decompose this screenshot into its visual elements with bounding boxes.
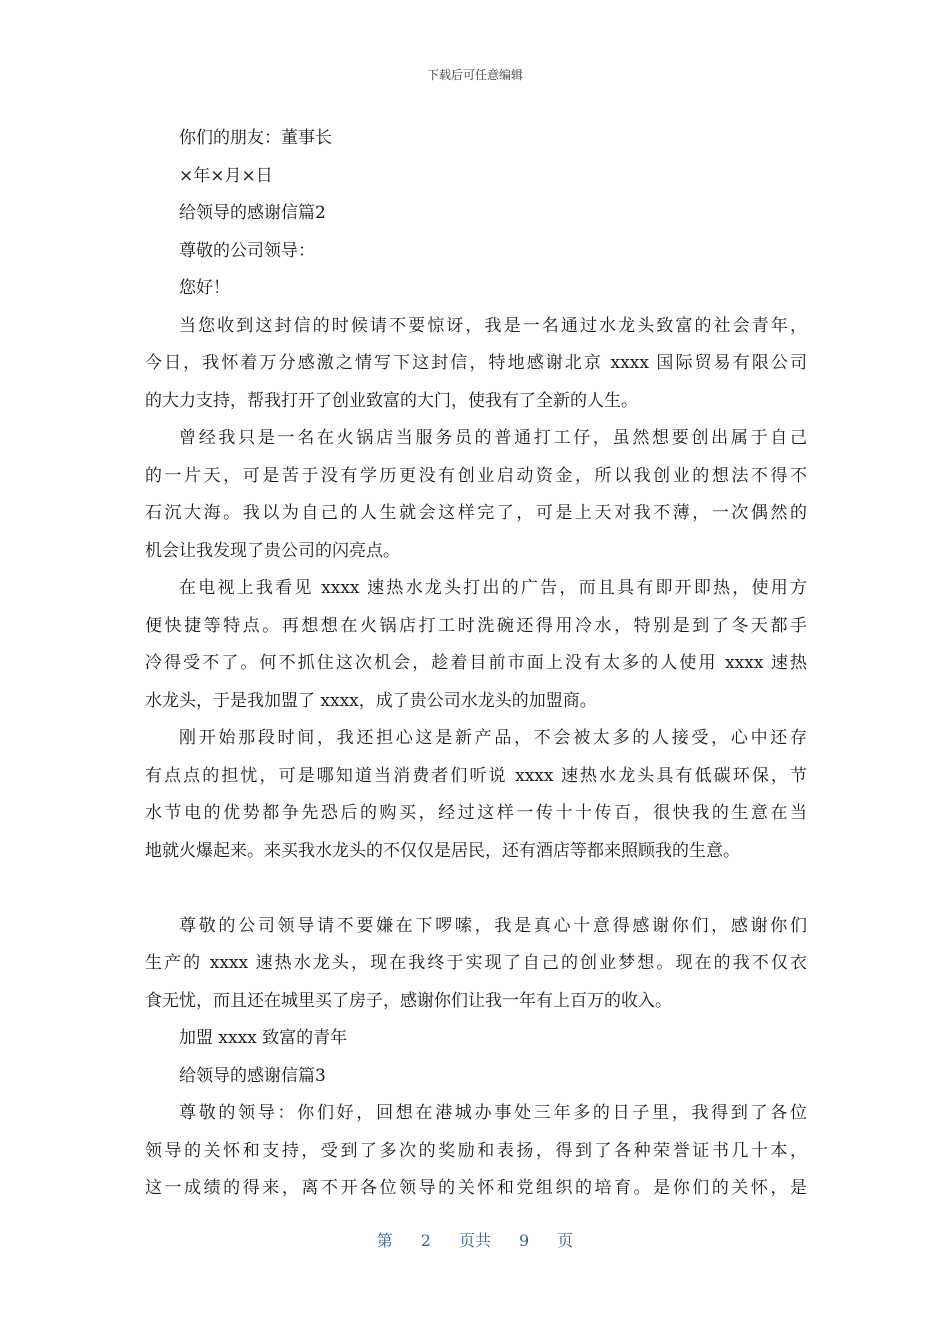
page-label-suffix: 页	[557, 1231, 574, 1250]
page-number-footer	[0, 1228, 950, 1251]
paragraph	[145, 308, 807, 421]
paragraph-line: 有点点的担忧，可是哪知道当消费者们听说 xxxx 速热水龙头具有低碳环保，节	[145, 765, 807, 786]
page-total-number: 9	[519, 1231, 530, 1250]
paragraph-line: 机会让我发现了贵公司的闪亮点。	[145, 540, 400, 561]
paragraph-line: 的一片天，可是苦于没有学历更没有创业启动资金，所以我创业的想法不得不	[145, 465, 807, 486]
paragraph-line: 这一成绩的得来，离不开各位领导的关怀和党组织的培育。是你们的关怀，是	[145, 1178, 807, 1198]
paragraph-line: 生产的 xxxx 速热水龙头，现在我终于实现了自己的创业梦想。现在的我不仅衣	[145, 953, 807, 973]
paragraph	[145, 420, 807, 570]
paragraph	[145, 720, 807, 870]
section-title: 给领导的感谢信篇2	[179, 203, 326, 223]
paragraph-line: 今日，我怀着万分感激之情写下这封信，特地感谢北京 xxxx 国际贸易有限公司	[145, 353, 807, 373]
paragraph-line: 尊敬的领导：你们好，回想在港城办事处三年多的日子里，我得到了各位	[179, 1103, 807, 1123]
paragraph-line: 便快捷等特点。再想想在火锅店打工时洗碗还得用冷水，特别是到了冬天都手	[145, 615, 807, 636]
page-label-middle: 页共	[458, 1231, 491, 1250]
paragraph-line: 曾经我只是一名在火锅店当服务员的普通打工仔，虽然想要创出属于自己	[179, 428, 807, 448]
page-label-prefix: 第	[376, 1231, 393, 1250]
paragraph-line: 尊敬的公司领导请不要嫌在下啰嗦，我是真心十意得感谢你们，感谢你们	[179, 915, 807, 936]
paragraph	[145, 908, 807, 1021]
paragraph-line: 地就火爆起来。来买我水龙头的不仅仅是居民，还有酒店等都来照顾我的生意。	[145, 840, 740, 861]
paragraph-line: 冷得受不了。何不抓住这次机会，趁着目前市面上没有太多的人使用 xxxx 速热	[145, 653, 807, 673]
page-current-number: 2	[420, 1231, 431, 1250]
blank-line	[145, 870, 807, 908]
section-title: 给领导的感谢信篇3	[179, 1065, 326, 1086]
greeting: 您好！	[179, 278, 230, 298]
paragraph-line: 领导的关怀和支持，受到了多次的奖励和表扬，得到了各种荣誉证书几十本，	[145, 1140, 807, 1161]
date-line: ×年×月×日	[179, 165, 273, 186]
document-body	[145, 120, 807, 1208]
page-header: 下载后可任意编辑	[426, 68, 523, 82]
salutation: 尊敬的公司领导：	[179, 240, 315, 261]
signature-line: 你们的朋友：董事长	[179, 128, 332, 148]
paragraph-line: 水节电的优势都争先恐后的购买，经过这样一传十十传百，很快我的生意在当	[145, 803, 807, 823]
paragraph-line: 食无忧，而且还在城里买了房子，感谢你们让我一年有上百万的收入。	[145, 990, 672, 1011]
paragraph-line: 石沉大海。我以为自己的人生就会这样完了，可是上天对我不薄，一次偶然的	[145, 503, 807, 523]
paragraph	[145, 570, 807, 720]
paragraph-line: 水龙头，于是我加盟了 xxxx，成了贵公司水龙头的加盟商。	[145, 690, 597, 711]
paragraph-line: 在电视上我看见 xxxx 速热水龙头打出的广告，而且具有即开即热，使用方	[179, 578, 807, 598]
paragraph-line: 的大力支持，帮我打开了创业致富的大门，使我有了全新的人生。	[145, 390, 638, 411]
paragraph-line: 刚开始那段时间，我还担心这是新产品，不会被太多的人接受，心中还存	[179, 728, 807, 748]
signature-line: 加盟 xxxx 致富的青年	[179, 1028, 348, 1048]
paragraph-line: 当您收到这封信的时候请不要惊讶，我是一名通过水龙头致富的社会青年，	[179, 315, 807, 336]
paragraph	[145, 1095, 807, 1208]
